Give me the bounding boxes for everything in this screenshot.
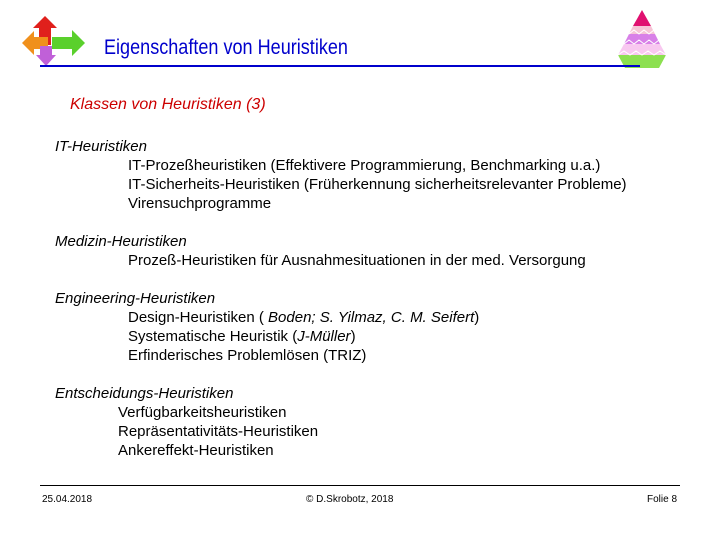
triangle-pyramid-logo-icon	[618, 10, 666, 68]
footer-copyright: © D.Skrobotz, 2018	[306, 494, 394, 505]
item-citation: J-Müller	[297, 328, 351, 345]
item-text: )	[474, 309, 480, 326]
list-item: Repräsentativitäts-Heuristiken	[118, 423, 319, 440]
cross-arrows-logo-icon	[22, 16, 86, 66]
item-citation: Boden; S. Yilmaz, C. M. Seifert	[268, 309, 475, 326]
group-it	[55, 137, 705, 213]
list-item: Prozeß-Heuristiken für Ausnahmesituationen in der med. Versorgung	[128, 252, 586, 269]
group-medizin	[55, 232, 705, 270]
group-heading: Entscheidungs-Heuristiken	[55, 385, 234, 402]
group-heading: Medizin-Heuristiken	[55, 233, 187, 250]
title-underline	[40, 65, 640, 67]
list-item: IT-Prozeßheuristiken (Effektivere Programmierung, Benchmarking u.a.)	[128, 157, 601, 174]
group-engineering	[55, 289, 705, 365]
heuristics-list	[55, 137, 705, 479]
list-item: IT-Sicherheits-Heuristiken (Früherkennung sicherheitsrelevanter Probleme)	[128, 176, 627, 193]
list-item: Erfinderisches Problemlösen (TRIZ)	[128, 347, 367, 364]
slide-title: Eigenschaften von Heuristiken	[104, 36, 348, 59]
list-item: Verfügbarkeitsheuristiken	[118, 404, 287, 421]
list-item: Virensuchprogramme	[128, 195, 272, 212]
footer-page-number: Folie 8	[647, 494, 678, 505]
group-heading: Engineering-Heuristiken	[55, 290, 216, 307]
slide-subtitle: Klassen von Heuristiken (3)	[70, 96, 266, 113]
item-text: Design-Heuristiken (	[128, 309, 269, 326]
footer-date: 25.04.2018	[42, 494, 93, 505]
item-text: Systematische Heuristik (	[128, 328, 298, 345]
item-text: )	[350, 328, 356, 345]
list-item	[55, 327, 705, 346]
footer-divider	[40, 485, 680, 486]
list-item: Ankereffekt-Heuristiken	[118, 442, 274, 459]
group-heading: IT-Heuristiken	[55, 138, 147, 155]
list-item	[55, 308, 705, 327]
group-entscheidung	[55, 384, 705, 460]
